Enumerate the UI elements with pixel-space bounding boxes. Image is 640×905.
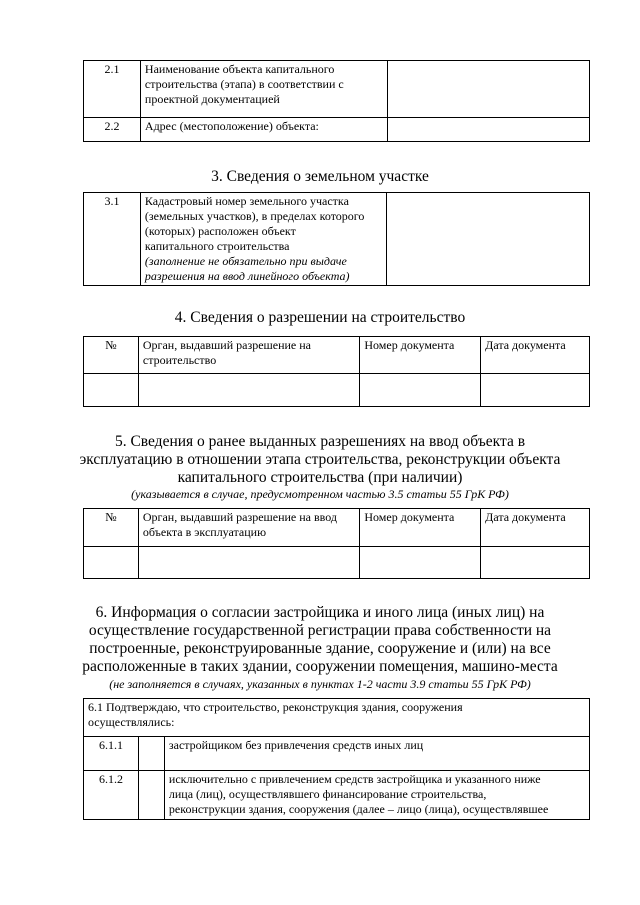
section4-title: 4. Сведения о разрешении на строительство xyxy=(174,309,466,326)
section5-note: (указывается в случае, предусмотренном частью 3.5 статьи 55 ГрК РФ) xyxy=(131,487,509,501)
section5-table xyxy=(83,508,590,579)
field-label: Адрес (местоположение) объекта: xyxy=(140,118,387,142)
column-header-doc-number: Номер документа xyxy=(360,337,481,374)
item-number: 6.1.1 xyxy=(84,737,139,771)
section6-title: 6. Информация о согласии застройщика и иного лица (иных лиц) на осуществление государственной регистрации права собственности на построенные, реконструированные здание, сооружение и (или) на все расположенные в таких здании, сооружении помещения, машино-места xyxy=(82,604,558,675)
row-number: 3.1 xyxy=(84,193,141,286)
table-row xyxy=(84,699,590,737)
section5-title: 5. Сведения о ранее выданных разрешениях на ввод объекта в эксплуатацию в отношении этапа строительства, реконструкции объекта капитального строительства (при наличии) xyxy=(79,433,561,486)
section3-table xyxy=(83,192,590,286)
field-label xyxy=(140,193,387,286)
item-checkbox[interactable] xyxy=(138,737,164,771)
cell-doc-date[interactable] xyxy=(481,547,590,579)
cell-number[interactable] xyxy=(84,374,139,407)
section2-table xyxy=(83,60,590,142)
cell-doc-number[interactable] xyxy=(360,547,481,579)
field-value[interactable] xyxy=(387,193,590,286)
column-header-number: № xyxy=(84,337,139,374)
column-header-authority: Орган, выдавший разрешение на строительство xyxy=(138,337,359,374)
table-header-row xyxy=(84,337,590,374)
field-value[interactable] xyxy=(387,118,589,142)
table-row xyxy=(84,118,590,142)
table-row xyxy=(84,771,590,820)
consent-intro: 6.1 Подтверждаю, что строительство, реконструкция здания, сооружения осуществлялись: xyxy=(84,699,590,737)
field-label: Наименование объекта капитального строительства (этапа) в соответствии с проектной документацией xyxy=(140,61,387,118)
column-header-number: № xyxy=(84,509,139,547)
table-row xyxy=(84,374,590,407)
cell-number[interactable] xyxy=(84,547,139,579)
cadastral-label: Кадастровый номер земельного участка (земельных участков), в пределах которого (которых) расположен объект капитального строительства xyxy=(144,194,365,253)
section3-title: 3. Сведения о земельном участке xyxy=(211,168,429,185)
column-header-authority: Орган, выдавший разрешение на ввод объекта в эксплуатацию xyxy=(138,509,359,547)
field-value[interactable] xyxy=(387,61,589,118)
cell-doc-number[interactable] xyxy=(360,374,481,407)
item-checkbox[interactable] xyxy=(138,771,164,820)
column-header-doc-date: Дата документа xyxy=(481,509,590,547)
cadastral-note: (заполнение не обязательно при выдаче разрешения на ввод линейного объекта) xyxy=(144,254,350,283)
cell-authority[interactable] xyxy=(138,547,359,579)
section4-table xyxy=(83,336,590,407)
section6-table xyxy=(83,698,590,820)
section6-note: (не заполняется в случаях, указанных в пунктах 1-2 части 3.9 статьи 55 ГрК РФ) xyxy=(109,677,531,691)
row-number: 2.1 xyxy=(84,61,141,118)
table-row xyxy=(84,61,590,118)
table-row xyxy=(84,737,590,771)
table-row xyxy=(84,547,590,579)
cell-doc-date[interactable] xyxy=(481,374,590,407)
item-number: 6.1.2 xyxy=(84,771,139,820)
table-header-row xyxy=(84,509,590,547)
item-text: исключительно с привлечением средств застройщика и указанного ниже лица (лиц), осуществлявшего финансирование строительства, реконструкции здания, сооружения (далее – лицо (лица), осуществлявшее xyxy=(164,771,589,820)
row-number: 2.2 xyxy=(84,118,141,142)
column-header-doc-number: Номер документа xyxy=(360,509,481,547)
item-text: застройщиком без привлечения средств иных лиц xyxy=(164,737,589,771)
table-row xyxy=(84,193,590,286)
column-header-doc-date: Дата документа xyxy=(481,337,590,374)
cell-authority[interactable] xyxy=(138,374,359,407)
